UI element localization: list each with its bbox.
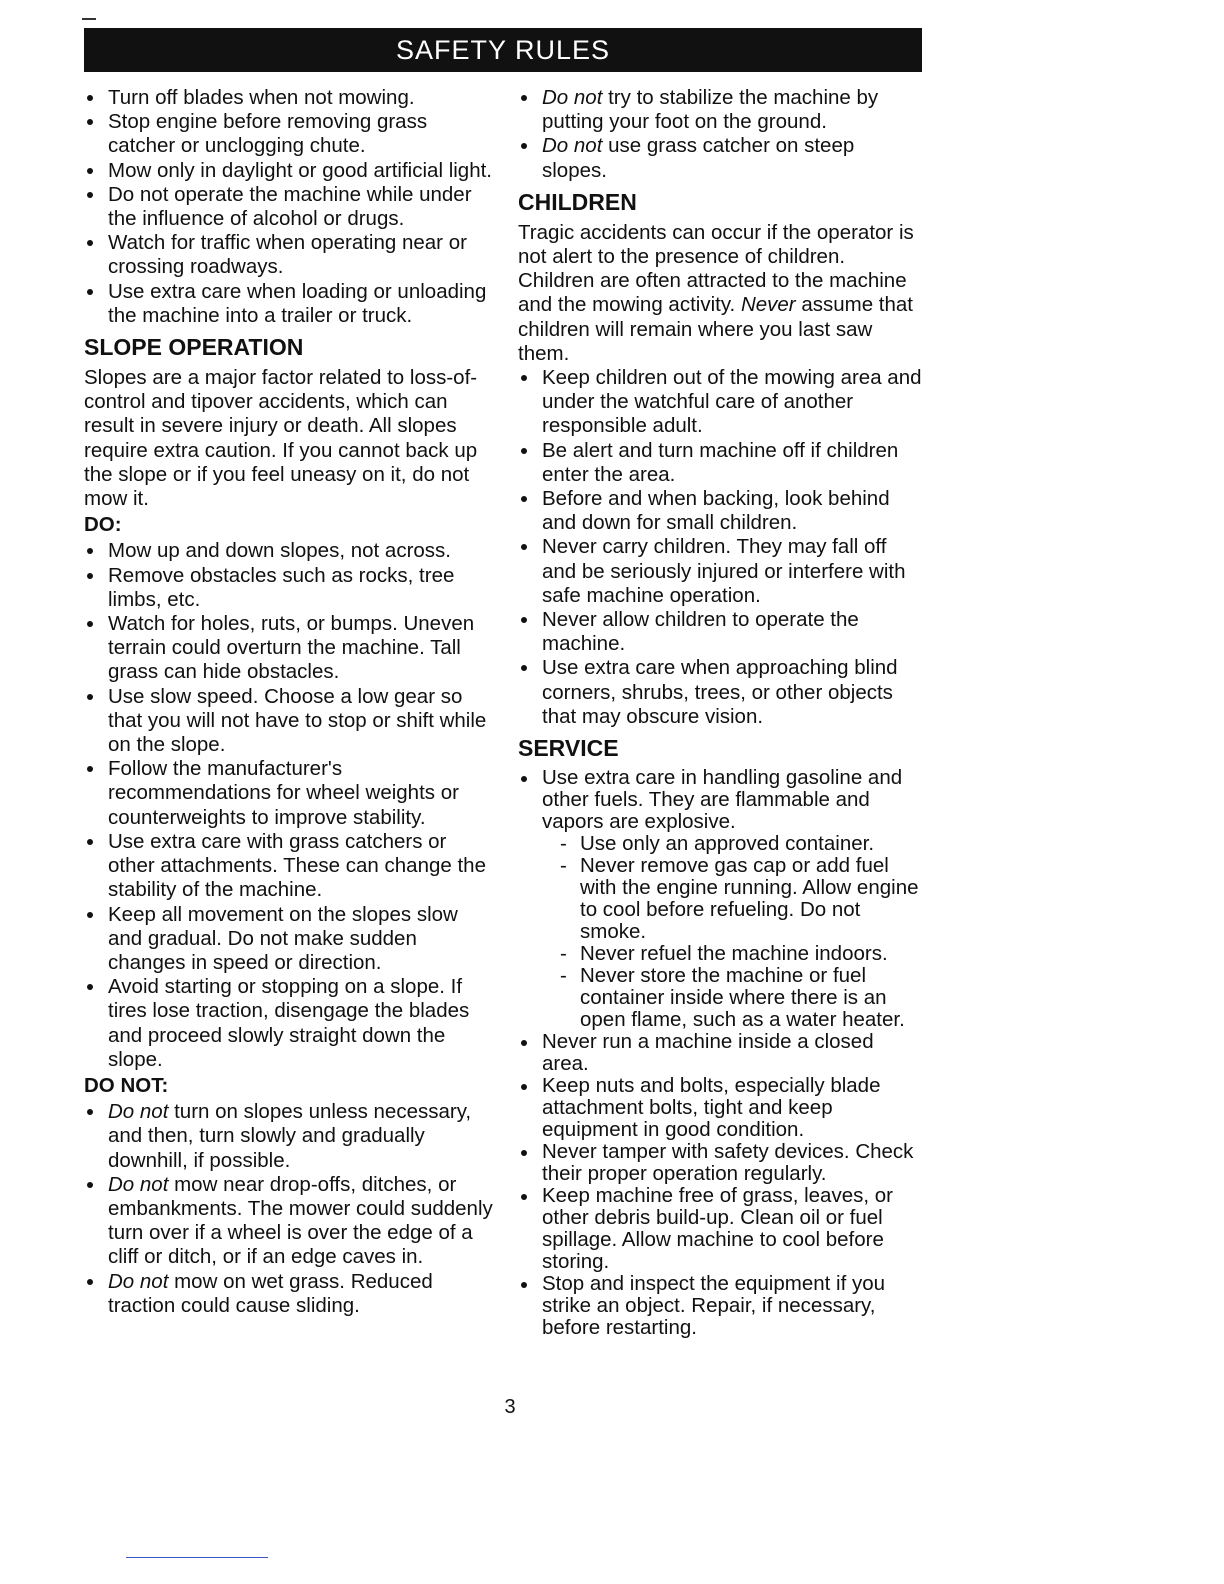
list-item: Follow the manufacturer's recommendations for wheel weights or counterweights to improve stability. bbox=[84, 757, 494, 830]
list-item: Remove obstacles such as rocks, tree limbs, etc. bbox=[84, 564, 494, 612]
corner-mark bbox=[82, 18, 96, 24]
slope-operation-heading: SLOPE OPERATION bbox=[84, 334, 304, 361]
list-item-text: use grass catcher on steep slopes. bbox=[542, 134, 855, 182]
list-item bbox=[84, 1270, 494, 1318]
do-label: DO: bbox=[84, 513, 122, 537]
list-item: Stop and inspect the equipment if you strike an object. Repair, if necessary, before restarting. bbox=[518, 1273, 924, 1339]
emphasis: Do not bbox=[542, 86, 603, 109]
sub-list-item: - Never refuel the machine indoors. bbox=[556, 943, 924, 965]
list-item bbox=[84, 1173, 494, 1270]
children-list bbox=[518, 366, 924, 729]
list-item-text: turn on slopes unless necessary, and then, turn slowly and gradually downhill, if possible. bbox=[108, 1100, 472, 1172]
slope-continued-list bbox=[518, 86, 924, 183]
do-not-label: DO NOT: bbox=[84, 1073, 169, 1097]
list-item: Use extra care when loading or unloading the machine into a trailer or truck. bbox=[84, 280, 494, 328]
fuel-sub-list bbox=[542, 833, 924, 1031]
list-item: Never tamper with safety devices. Check their proper operation regularly. bbox=[518, 1141, 924, 1185]
list-item-text: try to stabilize the machine by putting your foot on the ground. bbox=[542, 86, 879, 134]
children-paragraph bbox=[518, 221, 924, 366]
list-item bbox=[84, 1100, 494, 1173]
sub-list-item: - Use only an approved container. bbox=[556, 833, 924, 855]
list-item-text: mow near drop-offs, ditches, or embankments. The mower could suddenly turn over if a wheel is over the edge of a cliff or ditch, or if an edge caves in. bbox=[108, 1172, 493, 1269]
list-item: Use extra care when approaching blind corners, shrubs, trees, or other objects that may obscure vision. bbox=[518, 656, 924, 729]
list-item bbox=[518, 86, 924, 134]
list-item: Mow up and down slopes, not across. bbox=[84, 539, 494, 563]
page-title: SAFETY RULES bbox=[395, 34, 611, 65]
right-column bbox=[518, 86, 924, 1339]
list-item: Never carry children. They may fall off and be seriously injured or interfere with safe machine operation. bbox=[518, 535, 924, 608]
page-number: 3 bbox=[504, 1396, 516, 1418]
list-item: Watch for traffic when operating near or crossing roadways. bbox=[84, 231, 494, 279]
list-item: Avoid starting or stopping on a slope. If tires lose traction, disengage the blades and proceed slowly straight down the slope. bbox=[84, 975, 494, 1072]
list-item: Never run a machine inside a closed area. bbox=[518, 1031, 924, 1075]
list-item: Stop engine before removing grass catcher or unclogging chute. bbox=[84, 110, 494, 158]
emphasis: Do not bbox=[108, 1269, 169, 1293]
children-paragraph-part: assume that children will remain where you last saw them. bbox=[518, 293, 914, 365]
list-item bbox=[518, 134, 924, 182]
list-item: Do not operate the machine while under the influence of alcohol or drugs. bbox=[84, 183, 494, 231]
do-list bbox=[84, 539, 494, 1071]
sub-list-item: - Never store the machine or fuel container inside where there is an open flame, such as a water heater. bbox=[556, 965, 924, 1031]
left-column bbox=[84, 86, 494, 1318]
slope-paragraph: Slopes are a major factor related to loss-of-control and tipover accidents, which can result in severe injury or death. All slopes require extra caution. If you cannot back up the slope or if you feel uneasy on it, do not mow it. bbox=[84, 366, 478, 511]
list-item: Keep children out of the mowing area and under the watchful care of another responsible adult. bbox=[518, 366, 924, 439]
do-not-list bbox=[84, 1100, 494, 1318]
list-item: Keep all movement on the slopes slow and gradual. Do not make sudden changes in speed or direction. bbox=[84, 903, 494, 976]
emphasis: Do not bbox=[542, 134, 603, 158]
service-heading: SERVICE bbox=[518, 735, 619, 762]
list-item: Use slow speed. Choose a low gear so that you will not have to stop or shift while on the slope. bbox=[84, 685, 494, 758]
footer-rule bbox=[126, 1557, 268, 1558]
children-paragraph-part: Tragic accidents can occur if the operator is not alert to the presence of children. Children are often attracted to the machine and the mowing activity. bbox=[518, 220, 914, 317]
children-heading: CHILDREN bbox=[518, 188, 637, 215]
list-item: Never allow children to operate the machine. bbox=[518, 608, 924, 656]
list-item: Keep nuts and bolts, especially blade attachment bolts, tight and keep equipment in good condition. bbox=[518, 1075, 924, 1141]
list-item: Mow only in daylight or good artificial light. bbox=[84, 159, 494, 183]
list-item: Use extra care with grass catchers or other attachments. These can change the stability of the machine. bbox=[84, 830, 494, 903]
list-item: Be alert and turn machine off if children enter the area. bbox=[518, 439, 924, 487]
emphasis: Never bbox=[740, 293, 796, 317]
list-item: Before and when backing, look behind and down for small children. bbox=[518, 487, 924, 535]
list-item-text: Use extra care in handling gasoline and other fuels. They are flammable and vapors are explosive. bbox=[542, 766, 903, 834]
intro-list bbox=[84, 86, 494, 328]
sub-list-item: - Never remove gas cap or add fuel with the engine running. Allow engine to cool before refueling. Do not smoke. bbox=[556, 855, 924, 943]
list-item: Keep machine free of grass, leaves, or other debris build-up. Clean oil or fuel spillage. Allow machine to cool before storing. bbox=[518, 1185, 924, 1273]
header-bar bbox=[84, 28, 922, 72]
list-item: Turn off blades when not mowing. bbox=[84, 86, 494, 110]
list-item-text: mow on wet grass. Reduced traction could cause sliding. bbox=[108, 1269, 433, 1317]
list-item: Watch for holes, ruts, or bumps. Uneven terrain could overturn the machine. Tall grass can hide obstacles. bbox=[84, 612, 494, 685]
service-list bbox=[518, 767, 924, 1339]
list-item bbox=[518, 767, 924, 1031]
emphasis: Do not bbox=[108, 1100, 169, 1124]
emphasis: Do not bbox=[108, 1172, 169, 1196]
